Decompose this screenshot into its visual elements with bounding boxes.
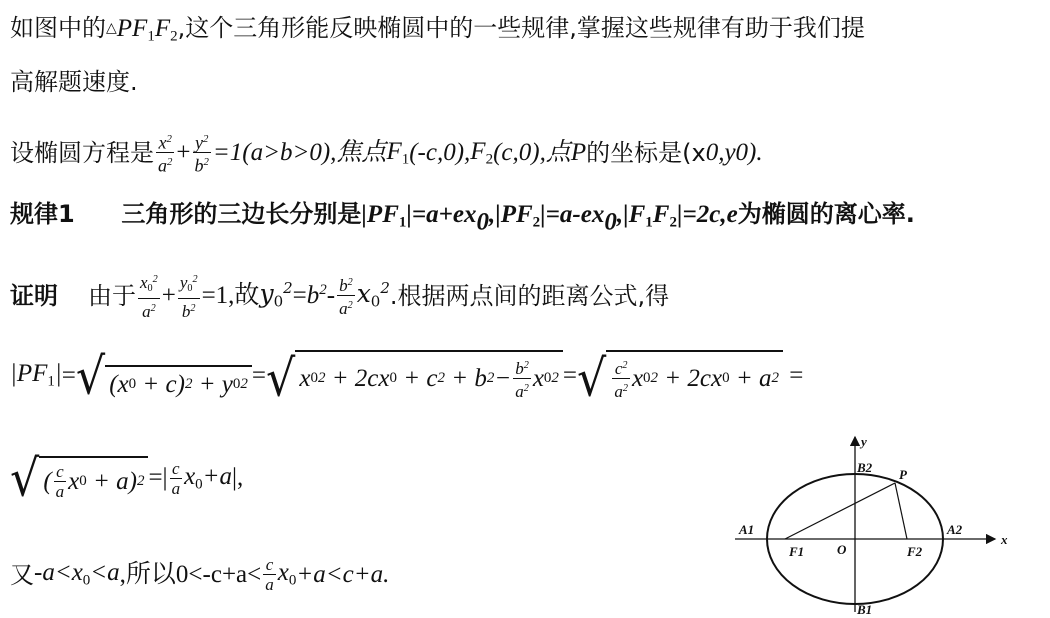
conclusion-text-2: ,所以0<-c+a< <box>119 561 262 588</box>
label-x: x <box>1001 532 1008 547</box>
p-coord-end: ). <box>748 139 763 167</box>
label-f2: F2 <box>907 544 923 559</box>
rule1-line: 规律1 三角形的三边长分别是$|PF_1|=a+ex_0,|PF_2|=a-ex_0,|F_1F_2|=2c,e$为椭圆的离心率. <box>10 200 915 236</box>
label-y: y <box>861 434 867 449</box>
label-p: P <box>899 467 907 482</box>
f1-coords: (-c,0), <box>409 139 471 167</box>
rule1-tail: 为椭圆的离心率. <box>737 200 915 228</box>
intro-text: 如图中的 <box>10 14 106 42</box>
intro-line-1: 如图中的$\triangle PF_1F_2$,这个三角形能反映椭圆中的一些规律,掌握这些规律有助于我们提 <box>10 14 865 45</box>
proof-text-3: 根据两点间的距离公式,得 <box>397 281 670 310</box>
derivation-row-1: $|PF_1|$ = √ (x 0 + c) 2 + y 0 2 = √ x 0 2 + 2cx 0 + c 2 + b 2 − $\frac{b^2}{a^2}$ x 0 2 = √ $\frac{c^2}{a^2}$ x 0 2 + 2cx 0 + a 2 = <box>10 345 804 408</box>
proof-text: 由于 <box>88 281 136 310</box>
label-a2: A2 <box>947 522 963 537</box>
segment-pf1 <box>785 483 895 539</box>
intro-text-2: ,这个三角形能反映椭圆中的一些规律,掌握这些规律有助于我们提 <box>177 14 865 42</box>
rule1-label: 规律1 <box>10 200 75 228</box>
fraction-y0-b: $\frac{y_0^2}{b^2}$ <box>178 270 200 321</box>
segment-pf2 <box>895 483 907 539</box>
label-a1: A1 <box>739 522 755 537</box>
rule1-pf1: |=a+ex <box>406 201 477 228</box>
setup-line: 设椭圆方程是 $\frac{x^2}{a^2}$ + $\frac{y^2}{b^2}$ =1(a>b>0),焦点 $F_1$ (-c,0), $F_2$ (c,0),点 P 的坐标是(x 0 ,y 0 ). <box>10 130 763 176</box>
label-b2: B2 <box>857 460 873 475</box>
intro-text-3: 高解题速度. <box>10 68 138 96</box>
conclusion-text-3: +a<c+a. <box>296 561 390 588</box>
fraction-x2-a2: $\frac{x^2}{a^2}$ <box>156 130 174 176</box>
rule1-pf2: |=a-ex <box>540 201 605 228</box>
conclusion-text: 又 <box>10 560 34 589</box>
rule1-text: 三角形的三边长分别是 <box>121 200 362 228</box>
sqrt-4: √ ( $\frac{c}{a}$ x 0 + a) 2 <box>10 455 148 501</box>
rule1-f1f2: |=2c, <box>676 201 727 228</box>
sqrt-2: √ x 0 2 + 2cx 0 + c 2 + b 2 − $\frac{b^2}{a^2}$ x 0 2 <box>266 350 563 401</box>
fraction-y2-b2: $\frac{y^2}{b^2}$ <box>193 130 211 176</box>
ellipse-diagram <box>725 432 1025 618</box>
sqrt-1: √ (x 0 + c) 2 + y 0 2 <box>76 353 252 399</box>
setup-condition: =1(a>b>0),焦点 <box>212 139 387 167</box>
f2-coords: (c,0),点 <box>493 139 571 167</box>
fraction-c-a-2: $\frac{c}{a}$ <box>265 555 274 594</box>
conclusion-line: 又 $-a<x_0<a$ ,所以0<-c+a< $\frac{c}{a}$ $x_0$ +a<c+a. <box>10 555 390 594</box>
proof-label: 证明 <box>10 281 58 310</box>
triangle-symbol: △ <box>106 20 117 36</box>
p-coord-y: ,y <box>718 139 736 167</box>
label-f1: F1 <box>789 544 805 559</box>
sqrt-3: √ $\frac{c^2}{a^2}$ x 0 2 + 2cx 0 + a 2 <box>577 350 783 401</box>
label-b1: B1 <box>857 602 873 617</box>
proof-line: 证明 由于 $\frac{x_0^2}{a^2}$ + $\frac{y_0^2}{b^2}$ =1,故 $y_0^2$ = $b^2$ - $\frac{b^2}{a^2}$ $x_0^2$ . 根据两点间的距离公式,得 <box>10 270 669 321</box>
derivation-row-2: √ ( $\frac{c}{a}$ x 0 + a) 2 =| $\frac{c}{a}$ $x_0+a$ |, <box>10 448 244 508</box>
fraction-b2-a2: $\frac{b^2}{a^2}$ <box>337 273 355 318</box>
fraction-x0-a: $\frac{x_0^2}{a^2}$ <box>138 270 160 321</box>
fraction-c-a: $\frac{c}{a}$ <box>171 458 181 498</box>
p-coord-text: 的坐标是(x <box>586 138 706 167</box>
label-o: O <box>837 542 847 557</box>
intro-line-2 <box>10 70 138 94</box>
setup-text: 设椭圆方程是 <box>10 138 154 167</box>
proof-text-2: =1,故 <box>201 282 260 310</box>
